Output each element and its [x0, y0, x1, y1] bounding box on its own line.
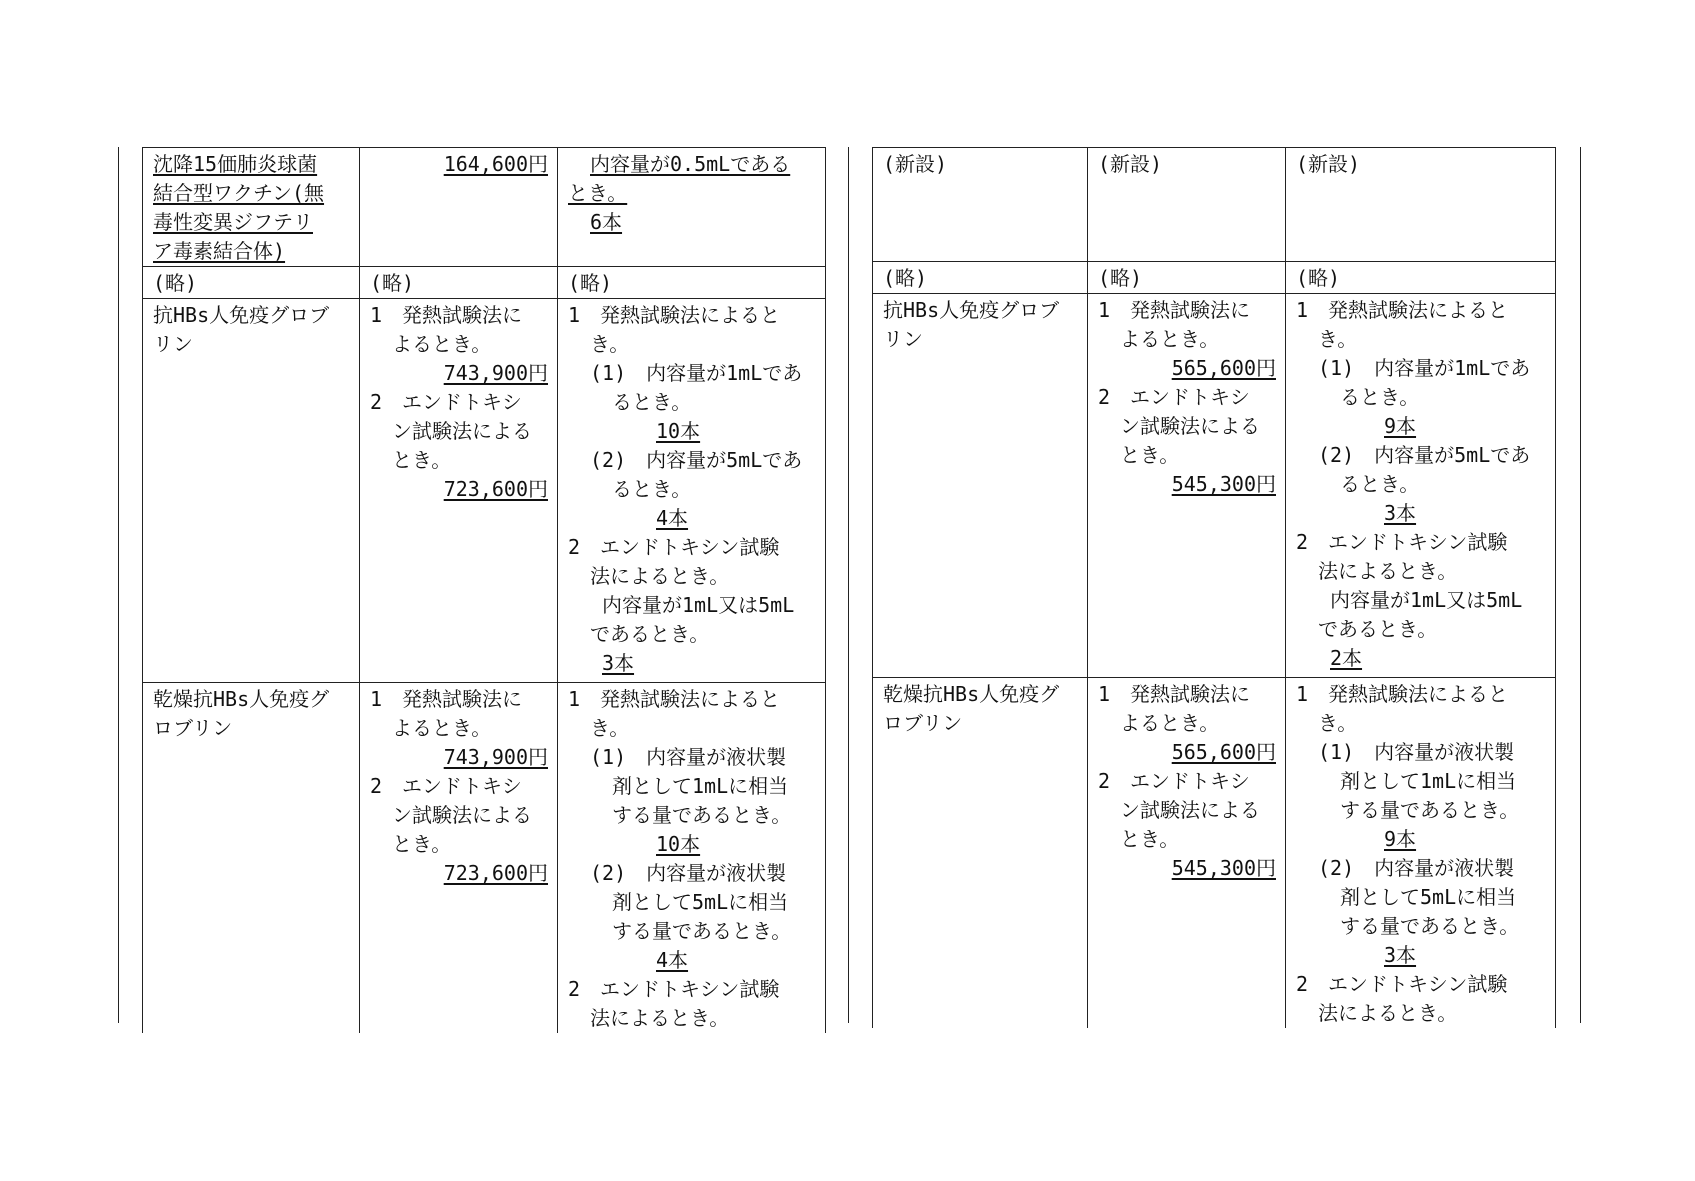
quantity-line: (1) 内容量が1mLであ — [1318, 356, 1531, 380]
quantity-line: 1 発熱試験法によると — [1296, 298, 1509, 322]
quantity-line: き。 — [1318, 327, 1358, 351]
quantity-cell — [1286, 678, 1556, 1029]
price-line: 2 エンドトキシ — [370, 390, 522, 414]
price-amount: 743,900円 — [443, 361, 548, 385]
quantity-line: する量であるとき。 — [1340, 914, 1520, 938]
quantity-line: 内容量が0.5mLである — [590, 152, 791, 176]
drug-name-cell — [143, 148, 360, 267]
new-cell: (新設) — [873, 148, 1088, 262]
quantity-line: 内容量が1mL又は5mL — [602, 593, 795, 617]
quantity-line: (1) 内容量が液状製 — [1318, 740, 1515, 764]
quantity-line: であるとき。 — [1318, 617, 1438, 641]
left-inner-rule — [848, 147, 849, 1023]
drug-name-line: 乾燥抗HBs人免疫グ — [883, 682, 1060, 706]
new-cell: (新設) — [1286, 148, 1556, 262]
quantity-line: 剤として1mLに相当 — [1340, 769, 1517, 793]
price-line: とき。 — [392, 832, 452, 856]
quantity-line: する量であるとき。 — [612, 919, 792, 943]
quantity-line: 2 エンドトキシン試験 — [568, 977, 780, 1001]
drug-name-line: ア毒素結合体) — [153, 239, 286, 263]
quantity-line: 法によるとき。 — [1318, 1001, 1458, 1025]
quantity-count: 10本 — [656, 832, 701, 856]
quantity-line: 1 発熱試験法によると — [568, 303, 781, 327]
quantity-line: き。 — [590, 716, 630, 740]
quantity-line: 2 エンドトキシン試験 — [1296, 972, 1508, 996]
quantity-line: 2 エンドトキシン試験 — [1296, 530, 1508, 554]
quantity-cell — [558, 683, 826, 1034]
quantity-line: とき。 — [568, 181, 628, 205]
quantity-cell — [558, 148, 826, 267]
quantity-count: 4本 — [656, 948, 689, 972]
price-line: よるとき。 — [1120, 711, 1220, 735]
price-cell — [1088, 294, 1286, 678]
quantity-line: 法によるとき。 — [1318, 559, 1458, 583]
table-row — [143, 299, 826, 683]
price-line: 1 発熱試験法に — [1098, 298, 1251, 322]
drug-name-line: ロブリン — [883, 711, 963, 735]
quantity-cell — [1286, 294, 1556, 678]
quantity-line: (1) 内容量が液状製 — [590, 745, 787, 769]
revised-table — [142, 147, 826, 1033]
quantity-line: する量であるとき。 — [612, 803, 792, 827]
price-amount: 565,600円 — [1171, 356, 1276, 380]
quantity-count: 6本 — [590, 210, 623, 234]
price-cell — [360, 148, 558, 267]
drug-name-line: 結合型ワクチン(無 — [153, 181, 325, 205]
price-line: とき。 — [392, 448, 452, 472]
price-line: 2 エンドトキシ — [370, 774, 522, 798]
price-amount: 164,600円 — [443, 152, 548, 176]
drug-name-line: 乾燥抗HBs人免疫グ — [153, 687, 330, 711]
quantity-line: (2) 内容量が5mLであ — [590, 448, 803, 472]
quantity-line: (2) 内容量が液状製 — [1318, 856, 1515, 880]
drug-name-cell — [873, 678, 1088, 1029]
table-row — [143, 267, 826, 299]
quantity-line: (2) 内容量が5mLであ — [1318, 443, 1531, 467]
quantity-line: する量であるとき。 — [1340, 798, 1520, 822]
price-cell — [360, 299, 558, 683]
drug-name-line: 抗HBs人免疫グロブ — [883, 298, 1060, 322]
omitted-cell: (略) — [873, 262, 1088, 294]
price-amount: 723,600円 — [443, 861, 548, 885]
price-line: よるとき。 — [392, 716, 492, 740]
quantity-line: 1 発熱試験法によると — [1296, 682, 1509, 706]
quantity-line: るとき。 — [612, 390, 692, 414]
right-outer-rule — [1580, 147, 1581, 1023]
quantity-line: 法によるとき。 — [590, 564, 730, 588]
omitted-cell: (略) — [360, 267, 558, 299]
quantity-count: 4本 — [656, 506, 689, 530]
price-line: ン試験法による — [1120, 798, 1260, 822]
drug-name-line: 毒性変異ジフテリ — [153, 210, 313, 234]
quantity-count: 2本 — [1330, 646, 1363, 670]
price-line: ン試験法による — [1120, 414, 1260, 438]
left-outer-rule — [118, 147, 119, 1023]
omitted-cell: (略) — [143, 267, 360, 299]
table-row — [873, 678, 1556, 1029]
quantity-line: (2) 内容量が液状製 — [590, 861, 787, 885]
price-amount: 565,600円 — [1171, 740, 1276, 764]
quantity-line: 剤として1mLに相当 — [612, 774, 789, 798]
quantity-line: 法によるとき。 — [590, 1006, 730, 1030]
table-row — [873, 148, 1556, 262]
price-cell — [1088, 678, 1286, 1029]
quantity-line: 内容量が1mL又は5mL — [1330, 588, 1523, 612]
price-line: ン試験法による — [392, 803, 532, 827]
price-amount: 743,900円 — [443, 745, 548, 769]
quantity-count: 3本 — [602, 651, 635, 675]
table-row — [143, 683, 826, 1034]
price-line: 1 発熱試験法に — [1098, 682, 1251, 706]
quantity-count: 10本 — [656, 419, 701, 443]
quantity-line: (1) 内容量が1mLであ — [590, 361, 803, 385]
drug-name-line: リン — [883, 327, 923, 351]
drug-name-line: リン — [153, 332, 193, 356]
quantity-line: るとき。 — [1340, 385, 1420, 409]
quantity-line: き。 — [1318, 711, 1358, 735]
price-cell — [360, 683, 558, 1034]
quantity-count: 3本 — [1384, 501, 1417, 525]
quantity-line: 剤として5mLに相当 — [612, 890, 789, 914]
omitted-cell: (略) — [558, 267, 826, 299]
price-line: 1 発熱試験法に — [370, 687, 523, 711]
price-line: 2 エンドトキシ — [1098, 385, 1250, 409]
drug-name-cell — [873, 294, 1088, 678]
quantity-line: るとき。 — [1340, 472, 1420, 496]
quantity-count: 9本 — [1384, 827, 1417, 851]
price-line: ン試験法による — [392, 419, 532, 443]
price-line: 1 発熱試験法に — [370, 303, 523, 327]
quantity-line: 2 エンドトキシン試験 — [568, 535, 780, 559]
drug-name-cell — [143, 683, 360, 1034]
quantity-count: 3本 — [1384, 943, 1417, 967]
drug-name-line: 抗HBs人免疫グロブ — [153, 303, 330, 327]
drug-name-line: 沈降15価肺炎球菌 — [153, 152, 318, 176]
price-line: とき。 — [1120, 443, 1180, 467]
new-cell: (新設) — [1088, 148, 1286, 262]
quantity-line: であるとき。 — [590, 622, 710, 646]
quantity-line: 1 発熱試験法によると — [568, 687, 781, 711]
current-table — [872, 147, 1556, 1028]
price-line: よるとき。 — [1120, 327, 1220, 351]
quantity-count: 9本 — [1384, 414, 1417, 438]
omitted-cell: (略) — [1286, 262, 1556, 294]
drug-name-cell — [143, 299, 360, 683]
quantity-line: き。 — [590, 332, 630, 356]
price-amount: 545,300円 — [1171, 472, 1276, 496]
table-row — [873, 262, 1556, 294]
quantity-cell — [558, 299, 826, 683]
quantity-line: るとき。 — [612, 477, 692, 501]
table-row — [873, 294, 1556, 678]
price-amount: 545,300円 — [1171, 856, 1276, 880]
quantity-line: 剤として5mLに相当 — [1340, 885, 1517, 909]
price-amount: 723,600円 — [443, 477, 548, 501]
price-line: 2 エンドトキシ — [1098, 769, 1250, 793]
drug-name-line: ロブリン — [153, 716, 233, 740]
omitted-cell: (略) — [1088, 262, 1286, 294]
price-line: とき。 — [1120, 827, 1180, 851]
table-row — [143, 148, 826, 267]
price-line: よるとき。 — [392, 332, 492, 356]
